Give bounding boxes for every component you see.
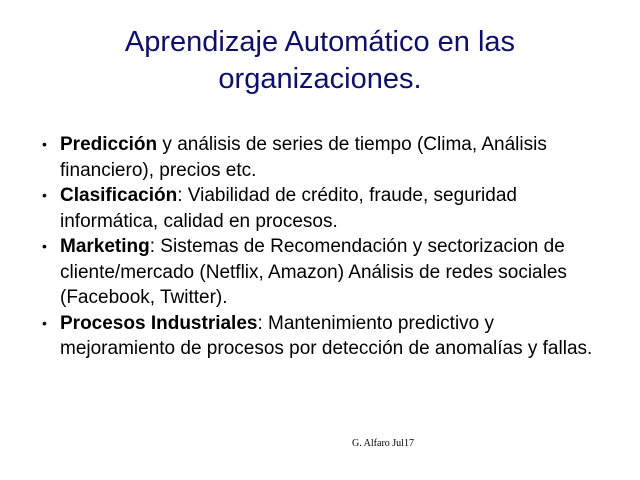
footer-author-date: G. Alfaro Jul17 bbox=[352, 438, 414, 449]
slide-title-line-2: organizaciones. bbox=[218, 63, 422, 95]
bullet-list bbox=[42, 132, 612, 362]
bullet-term: Procesos Industriales bbox=[60, 312, 258, 334]
bullet-icon: • bbox=[42, 136, 47, 152]
bullet-text: : Viabilidad de crédito, fraude, seguridad informática, calidad en procesos. bbox=[60, 185, 517, 232]
bullet-text: : Mantenimiento predictivo y mejoramiento de procesos por detección de anomalías y fallas. bbox=[60, 312, 593, 359]
bullet-icon: • bbox=[42, 238, 47, 254]
bullet-item-prediccion bbox=[42, 132, 612, 183]
slide-title bbox=[0, 24, 640, 98]
bullet-item-clasificacion bbox=[42, 183, 612, 234]
bullet-icon: • bbox=[42, 314, 47, 331]
bullet-text: y análisis de series de tiempo (Clima, Análisis financiero), precios etc. bbox=[60, 134, 547, 181]
bullet-item-procesos-industriales bbox=[42, 311, 612, 362]
bullet-term: Clasificación bbox=[60, 185, 178, 206]
bullet-icon: • bbox=[42, 187, 47, 203]
bullet-text: : Sistemas de Recomendación y sectorizacion de cliente/mercado (Netflix, Amazon) Análisis de redes sociales (Facebook, Twitter). bbox=[60, 236, 567, 308]
bullet-term: Predicción bbox=[60, 134, 158, 155]
bullet-item-marketing bbox=[42, 234, 612, 311]
slide-title-line-1: Aprendizaje Automático en las bbox=[124, 26, 516, 58]
bullet-term: Marketing bbox=[60, 236, 150, 257]
